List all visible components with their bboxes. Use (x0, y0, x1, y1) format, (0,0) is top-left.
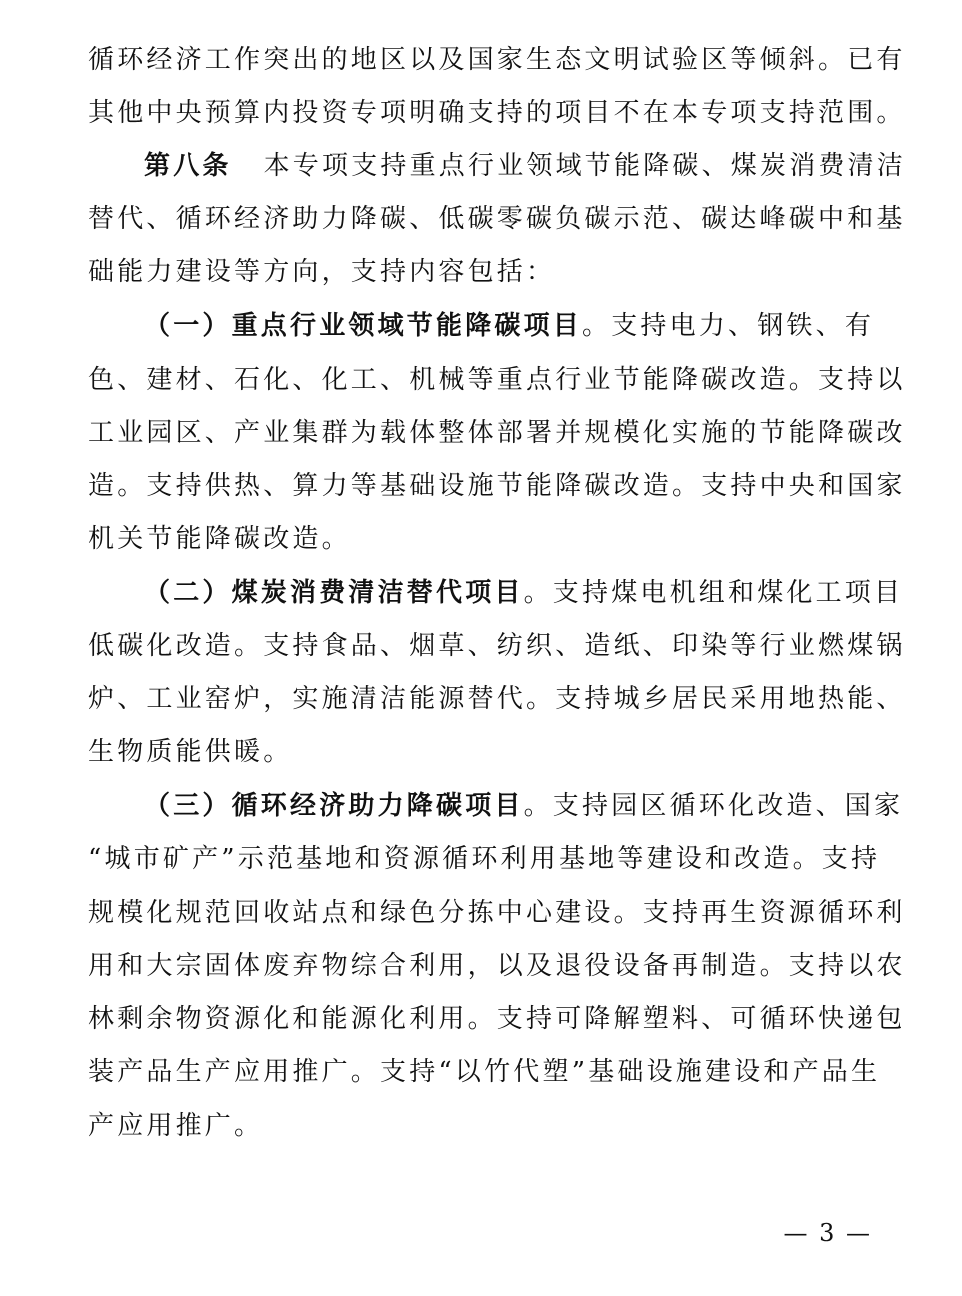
item-heading: （一）重点行业领域节能降碳项目 (144, 311, 583, 341)
paragraph-line: 机关节能降碳改造。 (88, 524, 351, 554)
paragraph-line: 其他中央预算内投资专项明确支持的项目不在本专项支持范围。 (88, 98, 906, 128)
paragraph-line: 产应用推广。 (88, 1111, 264, 1141)
paragraph-line: 色、建材、石化、化工、机械等重点行业节能降碳改造。支持以 (88, 365, 906, 395)
item-heading: （三）循环经济助力降碳项目 (144, 791, 524, 821)
paragraph-line: 炉、工业窑炉，实施清洁能源替代。支持城乡居民采用地热能、 (88, 684, 906, 714)
item-line (144, 578, 934, 608)
article-heading: 第八条 (144, 151, 232, 181)
paragraph-line: 础能力建设等方向，支持内容包括： (88, 257, 556, 287)
item-text: 。支持电力、钢铁、有 (582, 311, 875, 341)
paragraph-line: 用和大宗固体废弃物综合利用，以及退役设备再制造。支持以农 (88, 951, 906, 981)
article-line (144, 151, 934, 181)
paragraph-line: 低碳化改造。支持食品、烟草、纺织、造纸、印染等行业燃煤锅 (88, 631, 906, 661)
paragraph-line: 林剩余物资源化和能源化利用。支持可降解塑料、可循环快递包 (88, 1004, 906, 1034)
paragraph-line: 循环经济工作突出的地区以及国家生态文明试验区等倾斜。已有 (88, 45, 906, 75)
paragraph-line: 替代、循环经济助力降碳、低碳零碳负碳示范、碳达峰碳中和基 (88, 204, 906, 234)
page-number: — 3 — (783, 1219, 872, 1247)
paragraph-line: “城市矿产”示范基地和资源循环利用基地等建设和改造。支持 (88, 844, 881, 874)
paragraph-line: 工业园区、产业集群为载体整体部署并规模化实施的节能降碳改 (88, 418, 906, 448)
paragraph-line: 生物质能供暖。 (88, 737, 293, 767)
paragraph-line: 造。支持供热、算力等基础设施节能降碳改造。支持中央和国家 (88, 471, 906, 501)
paragraph-line: 规模化规范回收站点和绿色分拣中心建设。支持再生资源循环利 (88, 898, 906, 928)
item-text: 。支持煤电机组和煤化工项目 (523, 578, 904, 608)
article-text: 本专项支持重点行业领域节能降碳、煤炭消费清洁 (263, 151, 907, 181)
item-line (144, 791, 934, 821)
item-text: 。支持园区循环化改造、国家 (523, 791, 904, 821)
item-heading: （二）煤炭消费清洁替代项目 (144, 578, 524, 608)
paragraph-line: 装产品生产应用推广。支持“以竹代塑”基础设施建设和产品生 (88, 1057, 881, 1087)
item-line (144, 311, 934, 341)
